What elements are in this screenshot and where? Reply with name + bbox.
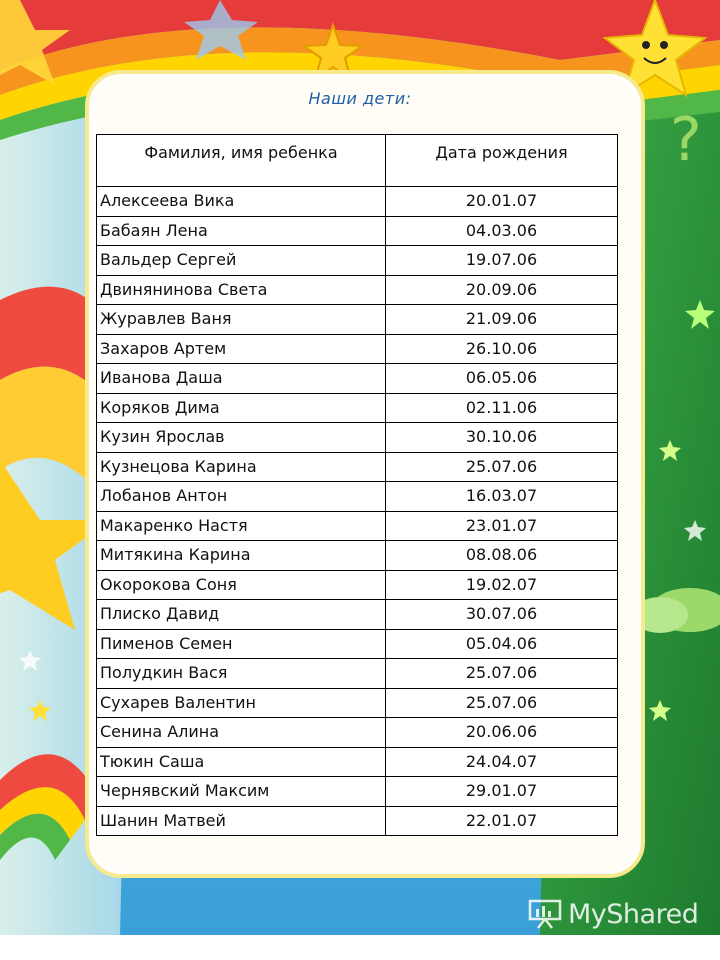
child-name-cell: Макаренко Настя: [97, 511, 386, 541]
child-name-cell: Шанин Матвей: [97, 806, 386, 836]
table-row: [97, 541, 618, 571]
birthdate-cell: 19.07.06: [386, 246, 618, 276]
table-row: [97, 718, 618, 748]
birthdate-cell: 04.03.06: [386, 216, 618, 246]
table-row: [97, 246, 618, 276]
table-body: [97, 187, 618, 836]
child-name-cell: Журавлев Ваня: [97, 305, 386, 335]
watermark-text: MyShared: [568, 898, 699, 930]
child-name-cell: Иванова Даша: [97, 364, 386, 394]
table-row: [97, 747, 618, 777]
birthdate-cell: 02.11.06: [386, 393, 618, 423]
birthdate-cell: 06.05.06: [386, 364, 618, 394]
birthdate-cell: 16.03.07: [386, 482, 618, 512]
table-row: [97, 452, 618, 482]
table-row: [97, 364, 618, 394]
table-row: [97, 511, 618, 541]
birthdate-cell: 05.04.06: [386, 629, 618, 659]
birthdate-cell: 29.01.07: [386, 777, 618, 807]
table-row: [97, 688, 618, 718]
child-name-cell: Бабаян Лена: [97, 216, 386, 246]
watermark: [528, 896, 698, 932]
table-row: [97, 187, 618, 217]
children-table: [96, 134, 618, 836]
table-row: [97, 305, 618, 335]
table-row: [97, 393, 618, 423]
table-row: [97, 777, 618, 807]
svg-text:?: ?: [670, 105, 702, 175]
birthdate-cell: 25.07.06: [386, 688, 618, 718]
birthdate-cell: 30.07.06: [386, 600, 618, 630]
birthdate-cell: 23.01.07: [386, 511, 618, 541]
child-name-cell: Окорокова Соня: [97, 570, 386, 600]
table-header-row: [97, 135, 618, 187]
table-row: [97, 600, 618, 630]
child-name-cell: Плиско Давид: [97, 600, 386, 630]
child-name-cell: Алексеева Вика: [97, 187, 386, 217]
child-name-cell: Сенина Алина: [97, 718, 386, 748]
presentation-icon: [528, 899, 562, 929]
table-row: [97, 629, 618, 659]
child-name-cell: Двинянинова Света: [97, 275, 386, 305]
birthdate-cell: 20.09.06: [386, 275, 618, 305]
birthdate-cell: 30.10.06: [386, 423, 618, 453]
column-header-name: Фамилия, имя ребенка: [97, 135, 386, 187]
child-name-cell: Захаров Артем: [97, 334, 386, 364]
table-row: [97, 275, 618, 305]
child-name-cell: Полудкин Вася: [97, 659, 386, 689]
birthdate-cell: 26.10.06: [386, 334, 618, 364]
birthdate-cell: 19.02.07: [386, 570, 618, 600]
birthdate-cell: 20.01.07: [386, 187, 618, 217]
table-row: [97, 806, 618, 836]
child-name-cell: Митякина Карина: [97, 541, 386, 571]
child-name-cell: Тюкин Саша: [97, 747, 386, 777]
child-name-cell: Вальдер Сергей: [97, 246, 386, 276]
birthdate-cell: 25.07.06: [386, 452, 618, 482]
table-row: [97, 423, 618, 453]
birthdate-cell: 25.07.06: [386, 659, 618, 689]
birthdate-cell: 21.09.06: [386, 305, 618, 335]
birthdate-cell: 24.04.07: [386, 747, 618, 777]
child-name-cell: Пименов Семен: [97, 629, 386, 659]
table-row: [97, 482, 618, 512]
table-row: [97, 334, 618, 364]
child-name-cell: Кузин Ярослав: [97, 423, 386, 453]
page-title: Наши дети:: [308, 89, 412, 108]
birthdate-cell: 22.01.07: [386, 806, 618, 836]
birthdate-cell: 20.06.06: [386, 718, 618, 748]
column-header-birthdate: Дата рождения: [386, 135, 618, 187]
child-name-cell: Чернявский Максим: [97, 777, 386, 807]
child-name-cell: Сухарев Валентин: [97, 688, 386, 718]
child-name-cell: Коряков Дима: [97, 393, 386, 423]
table-row: [97, 659, 618, 689]
child-name-cell: Лобанов Антон: [97, 482, 386, 512]
birthdate-cell: 08.08.06: [386, 541, 618, 571]
table-row: [97, 216, 618, 246]
table-row: [97, 570, 618, 600]
child-name-cell: Кузнецова Карина: [97, 452, 386, 482]
